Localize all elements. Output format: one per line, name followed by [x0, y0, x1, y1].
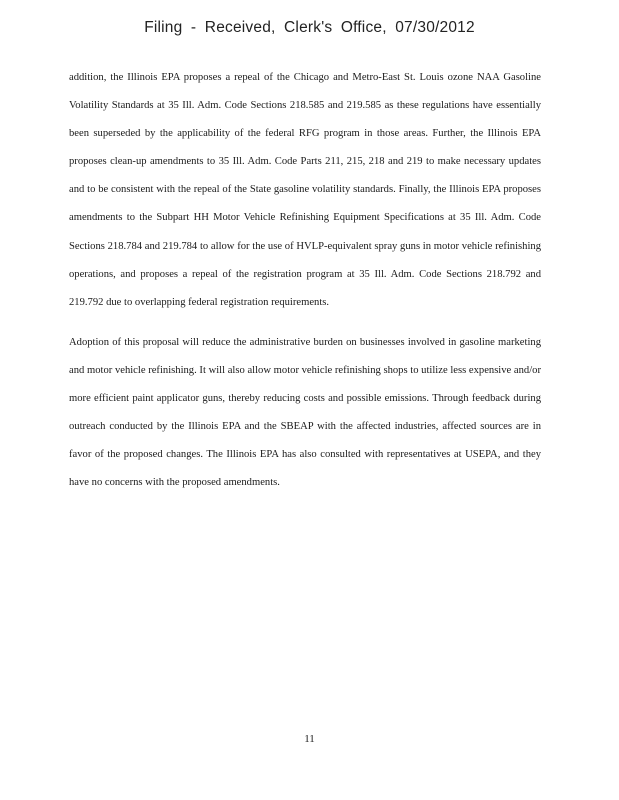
paragraph-ozone-repeal: addition, the Illinois EPA proposes a repeal of the Chicago and Metro-East St. Louis ozone NAA Gasoline Volatility Standards at 35 Ill. Adm. Code Sections 218.585 and 219.585 as these regulations have essentially been superseded by the applicability of the federal RFG program in those areas. Further, the Illinois EPA proposes clean-up amendments to 35 Ill. Adm. Code Parts 211, 215, 218 and 219 to make necessary updates and to be consistent with the repeal of the State gasoline volatility standards. Finally, the Illinois EPA proposes amendments to the Subpart HH Motor Vehicle Refinishing Equipment Specifications at 35 Ill. Adm. Code Sections 218.784 and 219.784 to allow for the use of HVLP-equivalent spray guns in motor vehicle refinishing operations, and proposes a repeal of the registration program at 35 Ill. Adm. Code Sections 218.792 and 219.792 due to overlapping federal registration requirements. — [69, 72, 541, 308]
filing-stamp: Filing - Received, Clerk's Office, 07/30/2012 — [144, 19, 475, 36]
page-number: 11 — [304, 733, 315, 745]
paragraph-adoption-benefits: Adoption of this proposal will reduce the administrative burden on businesses involved in gasoline marketing and motor vehicle refinishing. It will also allow motor vehicle refinishing shops to utilize less expensive and/or more efficient paint applicator guns, thereby reducing costs and possible emissions. Through feedback during outreach conducted by the Illinois EPA and the SBEAP with the affected industries, affected sources are in favor of the proposed changes. The Illinois EPA has also consulted with representatives at USEPA, and they have no concerns with the proposed amendments. — [69, 336, 541, 489]
document-body — [69, 64, 541, 497]
